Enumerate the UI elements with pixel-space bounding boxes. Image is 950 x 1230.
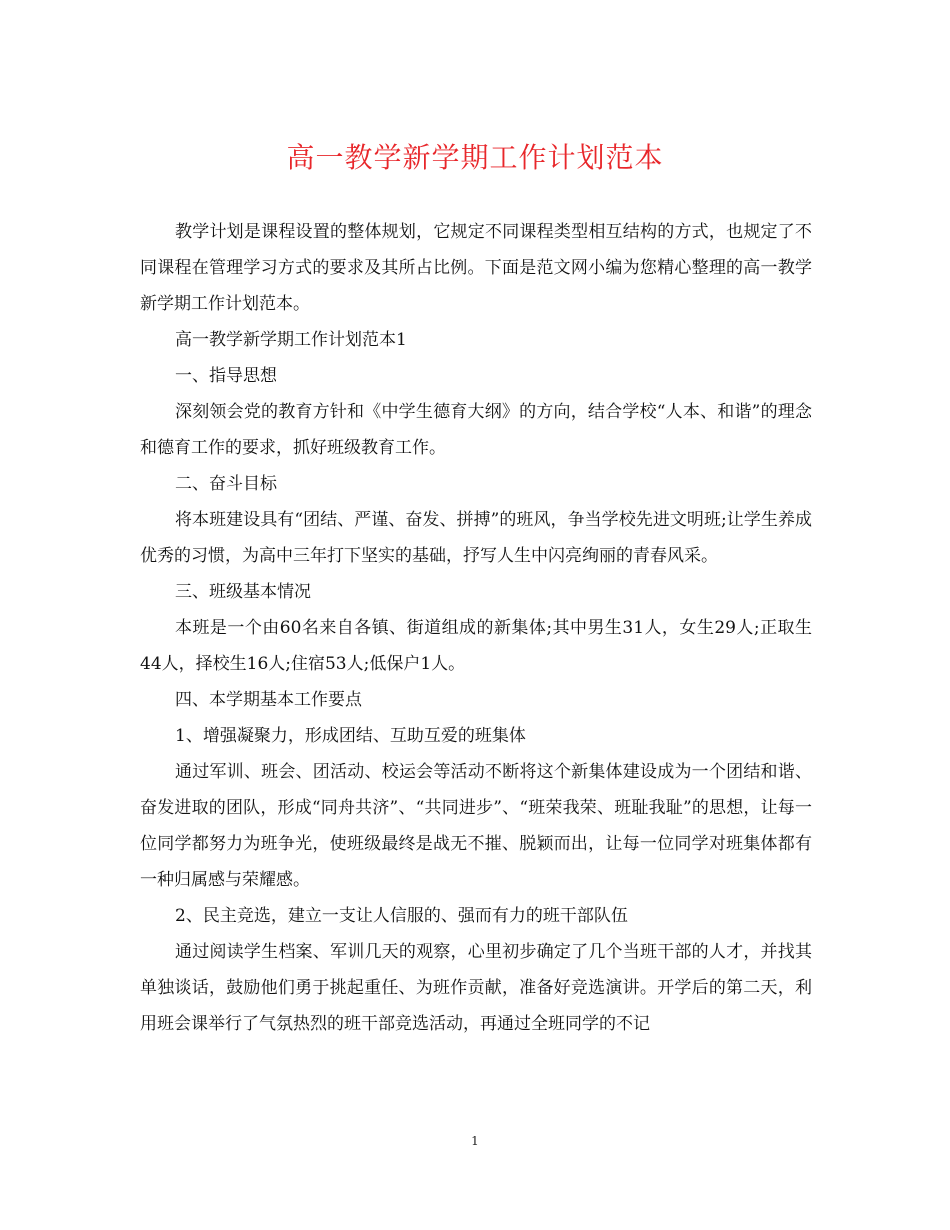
heading-goals: 二、奋斗目标 [175, 474, 277, 494]
subheading-election: 2、民主竞选，建立一支让人信服的、强而有力的班干部队伍 [175, 906, 628, 926]
paragraph-class-situation: 本班是一个由60名来自各镇、街道组成的新集体;其中男生31人，女生29人;正取生44人，择校生16人;住宿53人;低保户1人。 [140, 618, 812, 674]
document-body [140, 214, 812, 1042]
paragraph-intro: 教学计划是课程设置的整体规划，它规定不同课程类型相互结构的方式，也规定了不同课程在管理学习方式的要求及其所占比例。下面是范文网小编为您精心整理的高一教学新学期工作计划范本。 [140, 222, 812, 314]
paragraph-goals: 将本班建设具有“团结、严谨、奋发、拼搏”的班风，争当学校先进文明班;让学生养成优秀的习惯，为高中三年打下坚实的基础，抒写人生中闪亮绚丽的青春风采。 [140, 510, 812, 566]
subheading-cohesion: 1、增强凝聚力，形成团结、互助互爱的班集体 [175, 726, 526, 746]
paragraph-guiding-thought: 深刻领会党的教育方针和《中学生德育大纲》的方向，结合学校“人本、和谐”的理念和德育工作的要求，抓好班级教育工作。 [140, 402, 812, 458]
heading-class-situation: 三、班级基本情况 [175, 582, 311, 602]
heading-work-points: 四、本学期基本工作要点 [175, 690, 362, 710]
paragraph-cohesion: 通过军训、班会、团活动、校运会等活动不断将这个新集体建设成为一个团结和谐、奋发进取的团队，形成“同舟共济”、“共同进步”、“班荣我荣、班耻我耻”的思想，让每一位同学都努力为班争光，使班级最终是战无不摧、脱颖而出，让每一位同学对班集体都有一种归属感与荣耀感。 [140, 762, 812, 890]
document-title: 高一教学新学期工作计划范本 [286, 141, 664, 174]
heading-guiding-thought: 一、指导思想 [175, 366, 277, 386]
page-number: 1 [471, 1134, 479, 1148]
paragraph-election: 通过阅读学生档案、军训几天的观察，心里初步确定了几个当班干部的人才，并找其单独谈话，鼓励他们勇于挑起重任、为班作贡献，准备好竞选演讲。开学后的第二天，利用班会课举行了气氛热烈的班干部竞选活动，再通过全班同学的不记 [140, 942, 812, 1034]
section-heading-plan-1: 高一教学新学期工作计划范本1 [175, 330, 407, 350]
